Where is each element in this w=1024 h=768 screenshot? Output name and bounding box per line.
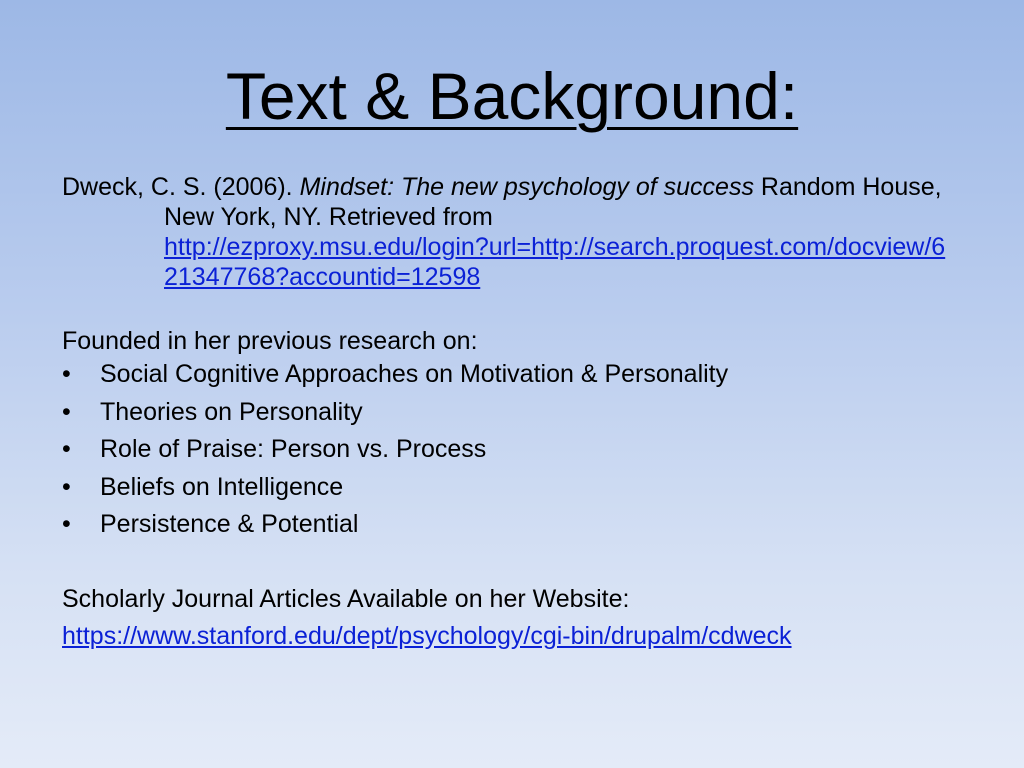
list-item-text: Persistence & Potential bbox=[100, 510, 359, 538]
citation-author: Dweck, C. S. (2006). bbox=[62, 173, 300, 201]
bullet-icon: • bbox=[62, 397, 71, 426]
intro-text: Founded in her previous research on: bbox=[62, 327, 478, 355]
website-link[interactable]: https://www.stanford.edu/dept/psychology/cgi-bin/drupalm/cdweck bbox=[62, 621, 792, 650]
list-item-text: Role of Praise: Person vs. Process bbox=[100, 435, 487, 463]
citation bbox=[62, 172, 962, 292]
list-item bbox=[62, 506, 962, 544]
research-list bbox=[62, 356, 962, 544]
citation-link[interactable]: http://ezproxy.msu.edu/login?url=http://search.proquest.com/docview/621347768?accountid=12598 bbox=[164, 233, 946, 291]
bullet-icon: • bbox=[62, 510, 71, 538]
slide-title-container bbox=[0, 52, 1024, 140]
list-item bbox=[62, 394, 962, 432]
list-item-text: Social Cognitive Approaches on Motivation & Personality bbox=[100, 360, 729, 388]
list-item-text: Theories on Personality bbox=[100, 397, 363, 426]
list-item-text: Beliefs on Intelligence bbox=[100, 472, 344, 501]
slide-title: Text & Background: bbox=[225, 59, 799, 133]
citation-publisher: Random House, New York, NY. Retrieved from bbox=[164, 173, 942, 231]
bullet-icon: • bbox=[62, 360, 71, 388]
articles-label: Scholarly Journal Articles Available on her Website: bbox=[62, 584, 630, 613]
slide-body bbox=[62, 172, 962, 654]
list-item bbox=[62, 356, 962, 394]
bullet-icon: • bbox=[62, 435, 71, 463]
bullet-icon: • bbox=[62, 472, 71, 501]
list-item bbox=[62, 431, 962, 469]
citation-book-title: Mindset: The new psychology of success bbox=[299, 173, 754, 201]
list-item bbox=[62, 469, 962, 507]
